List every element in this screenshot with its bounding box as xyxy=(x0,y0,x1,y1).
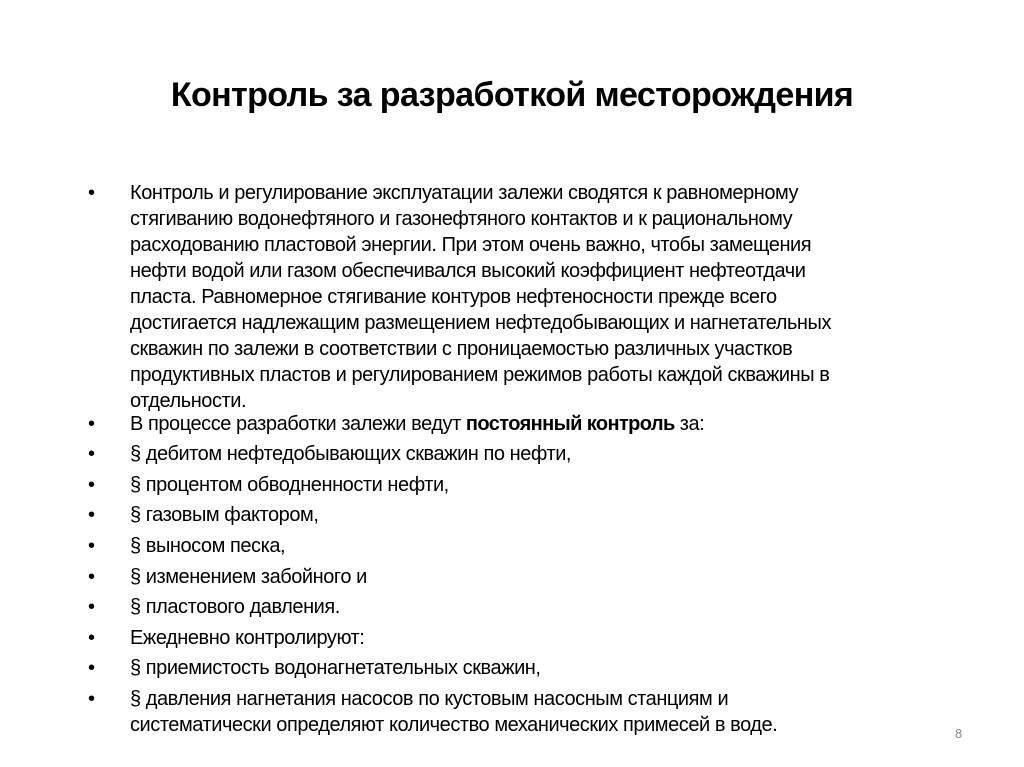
bullet-icon: • xyxy=(88,413,96,435)
bullet-icon: • xyxy=(88,504,96,526)
bullet-icon: • xyxy=(88,182,96,204)
item-text: § выносом песка, xyxy=(130,535,286,557)
bold-text: постоянный контроль xyxy=(465,413,675,435)
text-line: нефти водой или газом обеспечивался высокий коэффициент нефтеотдачи xyxy=(130,260,806,282)
text-line: систематически определяют количество механических примесей в воде. xyxy=(130,714,778,736)
text-line: § давления нагнетания насосов по кустовым насосным станциям и xyxy=(130,688,729,710)
item-text: § приемистость водонагнетательных скважин, xyxy=(130,657,541,679)
page-number: 8 xyxy=(955,726,963,741)
text-line: пласта. Равномерное стягивание контуров нефтеносности прежде всего xyxy=(130,286,777,308)
bullet-icon: • xyxy=(88,688,96,710)
item-text: § процентом обводненности нефти, xyxy=(130,474,449,496)
bullet-icon: • xyxy=(88,443,96,465)
text-line: отдельности. xyxy=(130,390,247,412)
item-text: § дебитом нефтедобывающих скважин по нефти, xyxy=(130,443,572,465)
paragraph-text xyxy=(130,180,831,414)
bullet-icon: • xyxy=(88,474,96,496)
paragraph-text xyxy=(130,411,704,437)
text-line: скважин по залежи в соответствии с проницаемостью различных участков xyxy=(130,338,793,360)
text-part: за: xyxy=(674,413,705,435)
text-part: В процессе разработки залежи ведут xyxy=(130,413,466,435)
text-line: достигается надлежащим размещением нефтедобывающих и нагнетательных xyxy=(130,312,831,334)
bullet-icon: • xyxy=(88,535,96,557)
item-text: Ежедневно контролируют: xyxy=(130,627,365,649)
text-line: Контроль и регулирование эксплуатации залежи сводятся к равномерному xyxy=(130,182,799,204)
item-text: § газовым фактором, xyxy=(130,504,319,526)
bullet-icon: • xyxy=(88,596,96,618)
bullet-icon: • xyxy=(88,657,96,679)
text-line: продуктивных пластов и регулированием режимов работы каждой скважины в xyxy=(130,364,830,386)
bullet-icon: • xyxy=(88,627,96,649)
text-line: стягиванию водонефтяного и газонефтяного контактов и к рациональному xyxy=(130,208,793,230)
item-text xyxy=(130,686,777,738)
slide-title: Контроль за разработкой месторождения xyxy=(170,76,854,114)
bullet-icon: • xyxy=(88,566,96,588)
text-line: расходованию пластовой энергии. При этом очень важно, чтобы замещения xyxy=(130,234,812,256)
item-text: § пластового давления. xyxy=(130,596,340,618)
item-text: § изменением забойного и xyxy=(130,566,367,588)
